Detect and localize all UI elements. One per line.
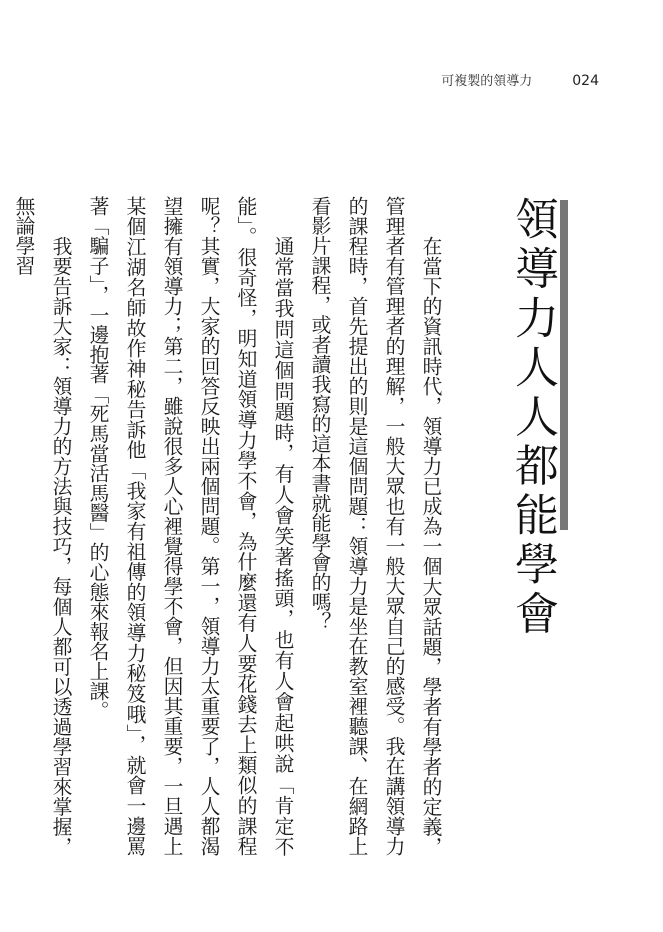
chapter-title: 領導力人人都能學會: [507, 196, 558, 640]
body-text: [5, 196, 449, 856]
paragraph: 通常當我問這個問題時，有人會笑著搖頭，也有人會起哄說「肯定不能」。很奇怪，明知道領導力學不會，為什麼還有人要花錢去上類似的課程呢？其實，大家的回答反映出兩個問題。第一，領導力太重要了，人人都渴望擁有領導力；第二，雖說很多人心裡覺得學不會，但因其重要，一旦遇上某個江湖名師故作神秘告訴他「我家有祖傳的領導力秘笈哦」，就會一邊罵著「騙子」，一邊抱著「死馬當活馬醫」的心態來報名上課。: [86, 196, 294, 856]
chapter-title-bar: [560, 200, 568, 530]
page-number: 024: [572, 73, 599, 89]
book-title: 可複製的領導力: [441, 74, 533, 89]
running-head: [441, 70, 599, 89]
paragraph: 我要告訴大家：領導力的方法與技巧，每個人都可以透過學習來掌握，無論學習: [12, 196, 72, 856]
paragraph: 在當下的資訊時代，領導力已成為一個大眾話題，學者有學者的定義，管理者有管理者的理解，一般大眾也有一般大眾自己的感受。我在講領導力的課程時，首先提出的則是這個問題：領導力是坐在教室裡聽課、在網路上看影片課程，或者讀我寫的這本書就能學會的嗎？: [308, 196, 442, 856]
